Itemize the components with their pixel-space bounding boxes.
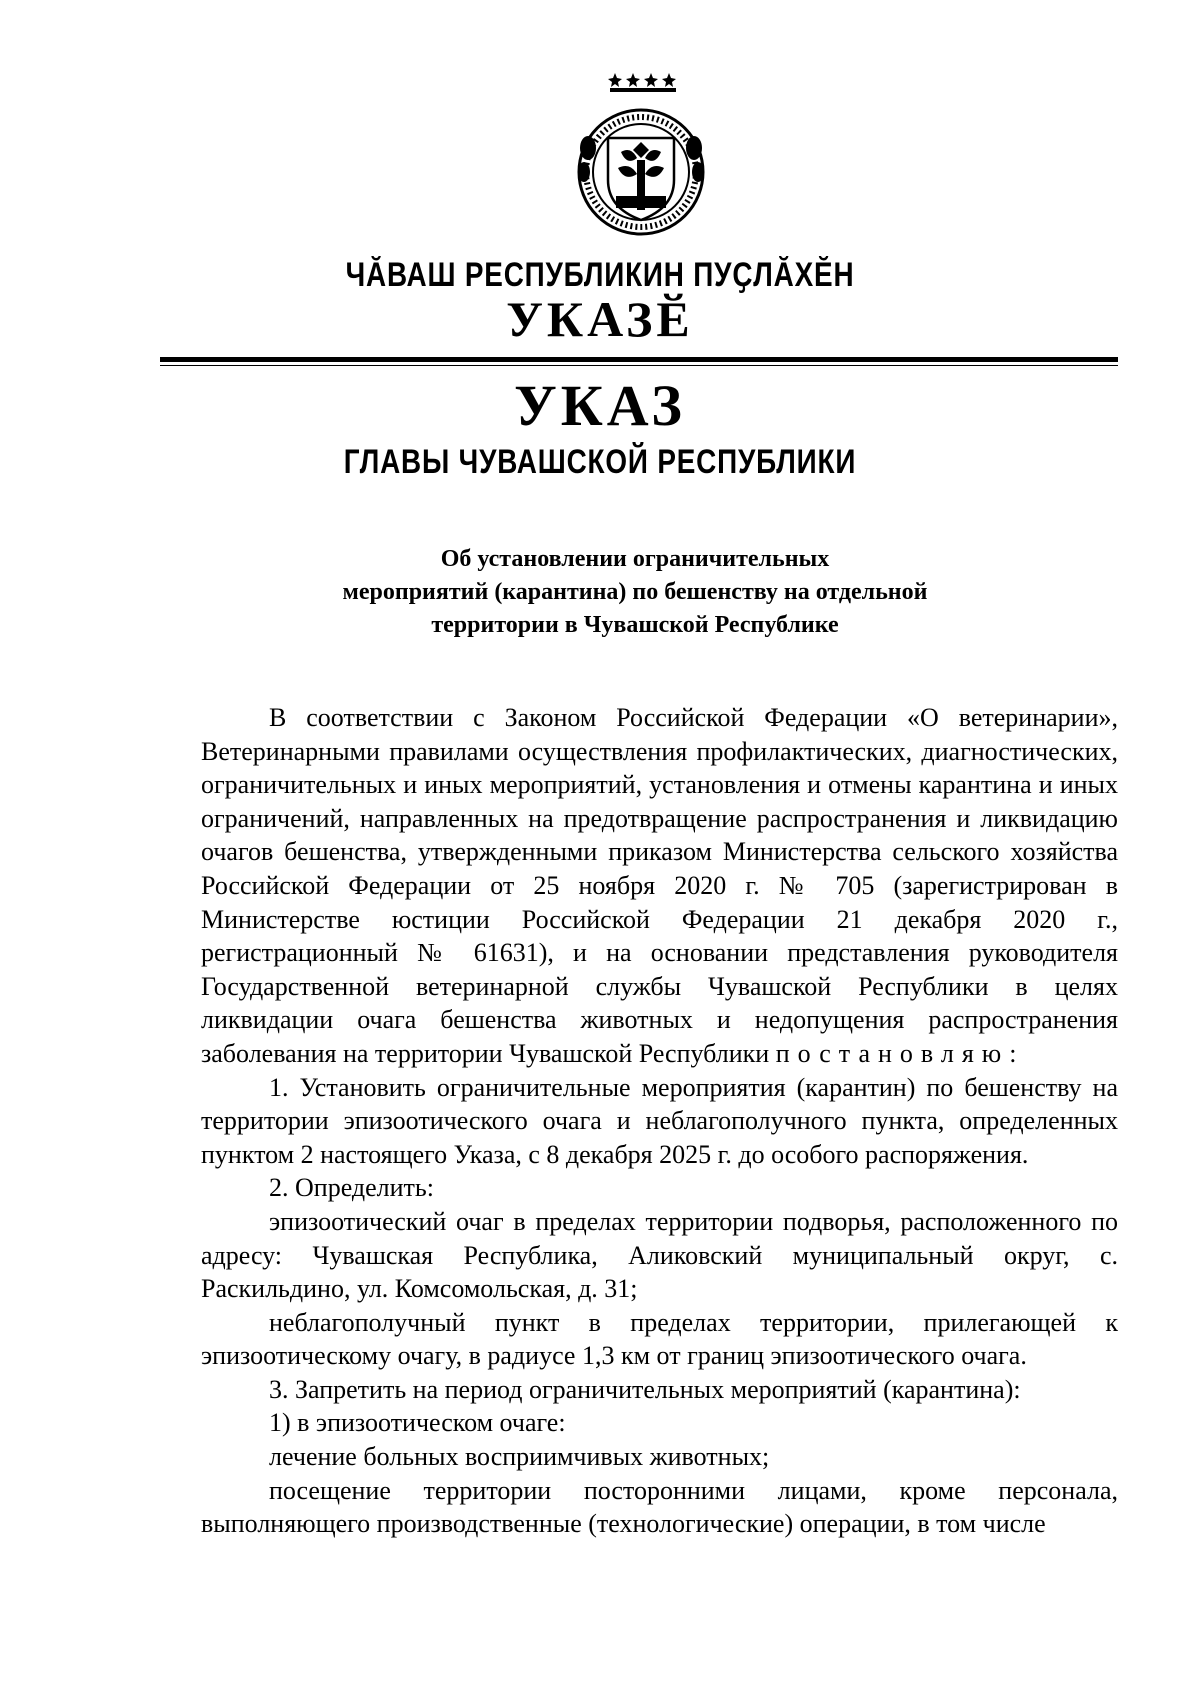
clause-3-1-paragraph: 1) в эпизоотическом очаге: [269, 1408, 566, 1438]
document-title-line: Об установлении ограничительных [440, 546, 830, 572]
preamble-text: В соответствии с Законом Российской Федерации «О ветеринарии», Ветеринарными правилами осуществления профилактических, диагностических, ограничительных и иных мероприятий, установления и отмены карантина и иных ограничений, направленных на предотвращение распространения и ликвидацию очагов бешенства, утвержденными приказом Министерства сельского хозяйства Российской Федерации от 25 ноября 2020 г. № 705 (зарегистрирован в Министерстве юстиции Российской Федерации 21 декабря 2020 г., регистрационный № 61631), и на основании представления руководителя Государственной ветеринарной службы Чувашской Республики в целях ликвидации очага бешенства животных и недопущения распространения заболевания на территории Чувашской Республики [201, 703, 1118, 1068]
head-of-republic-title: ГЛАВЫ ЧУВАШСКОЙ РЕСПУБЛИКИ [343, 443, 857, 481]
document-title [150, 543, 1120, 642]
chuvash-head-title: ЧӐВАШ РЕСПУБЛИКИН ПУҪЛӐХӖН [345, 256, 855, 294]
clause-1-paragraph: 1. Установить ограничительные мероприятия (карантин) по бешенству на территории эпизоотического очага и неблагополучного пункта, определенных пунктом 2 настоящего Указа, с 8 декабря 2025 г. до особого распоряжения. [201, 1072, 1118, 1169]
clause-2-paragraph: 2. Определить: [269, 1173, 434, 1203]
preamble-paragraph [201, 701, 1118, 1071]
crown-stars [608, 73, 676, 92]
clause-3-paragraph: 3. Запретить на период ограничительных мероприятий (карантина): [269, 1374, 1021, 1404]
coat-of-arms-emblem [566, 68, 716, 240]
clause-3-1b-paragraph: посещение территории посторонними лицами, кроме персонала, выполняющего производственные (технологические) операции, в том числе [201, 1475, 1118, 1539]
ukaz-title: УКАЗ [514, 373, 686, 438]
clause-3-1a-paragraph: лечение больных восприимчивых животных; [269, 1442, 770, 1472]
divider-thick [160, 357, 1118, 362]
document-title-line: территории в Чувашской Республике [431, 612, 839, 638]
resolve-word: постановляю: [775, 1038, 1025, 1068]
document-body [201, 701, 1118, 1541]
clause-2a-paragraph: эпизоотический очаг в пределах территории подворья, расположенного по адресу: Чувашская Республика, Аликовский муниципальный округ, с. Раскильдино, ул. Комсомольская, д. 31; [201, 1206, 1118, 1304]
document-title-line: мероприятий (карантина) по бешенству на отдельной [342, 579, 928, 605]
chuvash-ukaz-title: УКАЗӖ [506, 291, 694, 347]
clause-2b-paragraph: неблагополучный пункт в пределах территории, прилегающей к эпизоотическому очагу, в радиусе 1,3 км от границ эпизоотического очага. [201, 1307, 1118, 1371]
divider-thin [160, 365, 1118, 366]
